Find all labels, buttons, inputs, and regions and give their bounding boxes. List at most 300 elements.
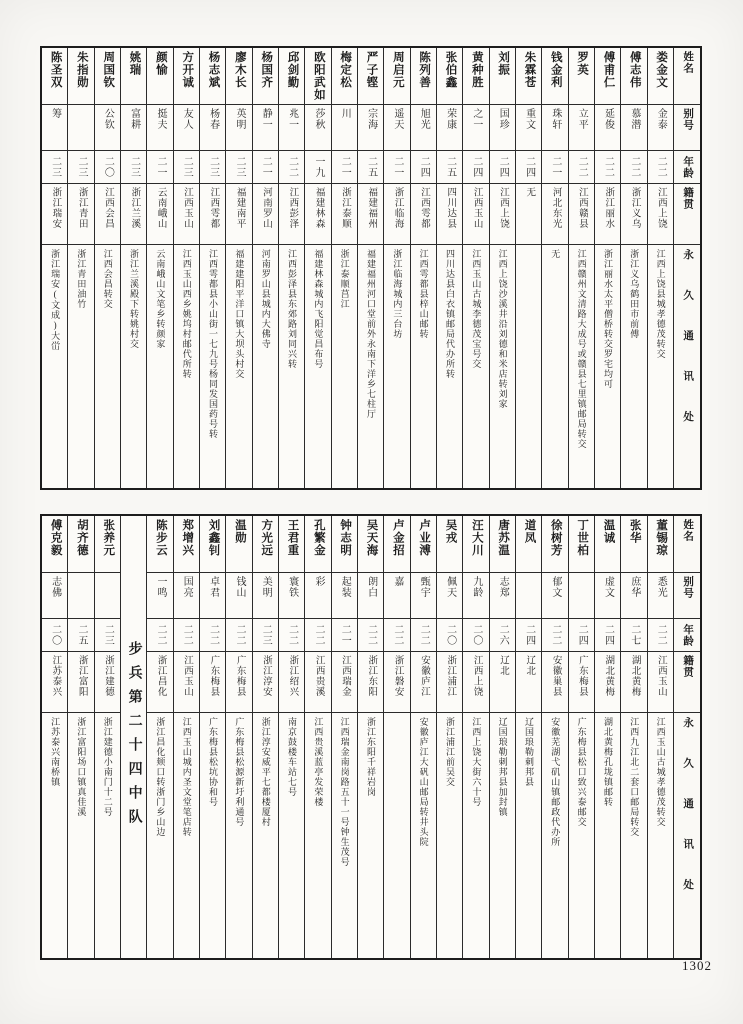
person-name: 梅定松 — [339, 51, 352, 89]
person-address-cell — [95, 713, 120, 958]
person-name: 孔繁金 — [312, 519, 325, 557]
person-alias: 悉光 — [655, 576, 667, 598]
person-address-cell — [332, 713, 357, 958]
person-name-cell — [253, 48, 278, 105]
person-address-cell — [384, 713, 409, 958]
person-age-cell — [305, 619, 330, 652]
person-column — [174, 48, 200, 488]
person-origin: 浙江浦江 — [445, 655, 456, 697]
person-origin: 湖北黄梅 — [603, 655, 614, 697]
person-name-cell — [279, 516, 304, 573]
person-origin: 江西贵溪 — [313, 655, 324, 697]
person-address: 江西瑞金南岗路五十一号钟生茂号 — [339, 717, 350, 867]
person-age: 二二 — [549, 624, 561, 646]
person-origin: 浙江淳安 — [260, 655, 271, 697]
person-alias: 国亮 — [181, 576, 193, 598]
person-address-cell — [358, 713, 383, 958]
person-alias-cell — [42, 573, 67, 619]
person-origin-cell — [226, 652, 251, 713]
person-age-cell — [42, 151, 67, 184]
person-origin-cell — [174, 184, 199, 245]
person-name: 周国钦 — [102, 51, 115, 89]
person-name: 刘鑫钊 — [207, 519, 220, 557]
person-address: 安徽芜湖弋矶山镇邮政代办所 — [550, 717, 561, 847]
person-name-cell — [542, 516, 567, 573]
person-alias: 起装 — [339, 576, 351, 598]
person-age-cell — [516, 151, 541, 184]
person-name-cell — [200, 48, 225, 105]
person-origin: 江西上饶 — [655, 187, 666, 229]
person-alias-cell — [542, 573, 567, 619]
person-column — [358, 48, 384, 488]
person-name-cell — [68, 48, 93, 105]
person-alias: 九龄 — [470, 576, 482, 598]
header-address-cell — [674, 713, 700, 958]
person-alias-cell — [147, 573, 172, 619]
person-address-cell — [358, 245, 383, 488]
person-age: 二四 — [418, 156, 430, 178]
person-name-cell — [490, 48, 515, 105]
person-address-cell — [174, 245, 199, 488]
person-name-cell — [648, 516, 673, 573]
person-column — [42, 516, 68, 958]
person-alias: 嘉 — [391, 576, 403, 587]
person-alias: 卓君 — [207, 576, 219, 598]
person-age: 二四 — [470, 156, 482, 178]
person-age-cell — [648, 619, 673, 652]
header-origin-cell — [674, 652, 700, 713]
person-alias-cell — [490, 573, 515, 619]
person-name: 唐苏温 — [497, 519, 510, 557]
person-alias: 英明 — [233, 108, 245, 130]
person-origin: 辽北 — [524, 655, 535, 676]
person-origin: 云南峨山 — [155, 187, 166, 229]
person-alias: 佩天 — [444, 576, 456, 598]
person-name: 温勋 — [233, 519, 246, 544]
person-origin-cell — [68, 652, 93, 713]
person-origin-cell — [384, 184, 409, 245]
person-origin-cell — [174, 652, 199, 713]
person-origin: 安徽庐江 — [418, 655, 429, 697]
person-age: 二三 — [102, 624, 114, 646]
person-column — [411, 516, 437, 958]
person-address-cell — [648, 713, 673, 958]
person-origin: 河北东光 — [550, 187, 561, 229]
person-name: 吴天海 — [365, 519, 378, 557]
person-address: 福建福州河口堂前外永南下洋乡七柱厅 — [366, 249, 376, 419]
person-alias-cell — [569, 573, 594, 619]
person-name: 汪大川 — [470, 519, 483, 557]
person-age-cell — [95, 151, 120, 184]
person-address: 浙江义乌鹤田市前傅 — [629, 249, 640, 339]
person-name: 刘振 — [497, 51, 510, 76]
person-name: 邱剑勤 — [286, 51, 299, 89]
person-address: 江西上饶沙溪井沿刘德和米店转刘家 — [497, 249, 508, 409]
person-origin: 四川达县 — [445, 187, 456, 229]
person-address: 浙江丽水太平僧桥转交罗宅均可 — [602, 249, 613, 389]
person-origin: 江西雩都 — [418, 187, 429, 229]
person-alias: 志佛 — [49, 576, 61, 598]
person-origin: 浙江义乌 — [629, 187, 640, 229]
person-address: 浙江临海城内三台坊 — [392, 249, 403, 339]
person-column — [516, 516, 542, 958]
person-origin-cell — [305, 652, 330, 713]
person-alias: 川 — [339, 108, 351, 119]
person-age-cell — [411, 619, 436, 652]
person-address: 河南罗山县城内大佛寺 — [260, 249, 271, 349]
person-alias-cell — [411, 573, 436, 619]
person-address-cell — [569, 245, 594, 488]
person-column — [411, 48, 437, 488]
person-alias-cell — [226, 105, 251, 151]
person-column — [279, 48, 305, 488]
person-alias: 遥天 — [391, 108, 403, 130]
person-alias-cell — [621, 105, 646, 151]
person-address: 南京鼓楼车站七号 — [287, 717, 298, 797]
person-address-cell — [621, 245, 646, 488]
person-column — [200, 516, 226, 958]
person-origin: 江西玉山 — [182, 655, 192, 697]
person-column — [542, 48, 568, 488]
roster-table-top — [40, 46, 702, 490]
person-address-cell — [121, 245, 146, 488]
person-address: 江苏泰兴南桥镇 — [50, 717, 61, 787]
person-origin: 江西上饶 — [471, 655, 482, 697]
person-age: 二五 — [75, 624, 87, 646]
person-name-cell — [332, 516, 357, 573]
person-address: 辽国琅勒刺邦县 — [523, 717, 534, 787]
person-origin-cell — [279, 652, 304, 713]
person-alias-cell — [147, 105, 172, 151]
person-alias: 宗海 — [365, 108, 377, 130]
person-name-cell — [595, 48, 620, 105]
person-alias: 立平 — [576, 108, 588, 130]
person-name-cell — [648, 48, 673, 105]
person-origin: 江西玉山 — [471, 187, 482, 229]
person-name: 傅志伟 — [628, 51, 641, 89]
person-name: 钟志明 — [339, 519, 352, 557]
person-address-cell — [595, 245, 620, 488]
person-address-cell — [305, 245, 330, 488]
person-name-cell — [226, 48, 251, 105]
person-name-cell — [542, 48, 567, 105]
person-address-cell — [174, 713, 199, 958]
person-origin-cell — [121, 184, 146, 245]
person-origin: 安徽巢县 — [550, 655, 561, 697]
person-address: 辽国琅勒刺邦县加封镇 — [497, 717, 508, 817]
header-name-label: 姓名 — [682, 519, 694, 542]
person-age-cell — [279, 151, 304, 184]
person-alias: 金泰 — [655, 108, 667, 130]
person-alias: 甄宇 — [418, 576, 430, 598]
person-column — [648, 48, 674, 488]
person-alias-cell — [279, 105, 304, 151]
person-column — [437, 48, 463, 488]
person-name-cell — [569, 48, 594, 105]
person-alias-cell — [437, 105, 462, 151]
person-column — [542, 516, 568, 958]
person-address-cell — [411, 245, 436, 488]
person-origin-cell — [463, 652, 488, 713]
person-name-cell — [437, 516, 462, 573]
person-origin: 福建南平 — [234, 187, 245, 229]
person-address-cell — [621, 713, 646, 958]
person-column — [305, 516, 331, 958]
header-address-cell — [674, 245, 700, 488]
person-name-cell — [174, 516, 199, 573]
person-alias: 朗白 — [365, 576, 377, 598]
person-name-cell — [595, 516, 620, 573]
person-address: 广东梅县松口致兴泰邮交 — [576, 717, 587, 827]
person-origin: 广东梅县 — [234, 655, 245, 697]
header-alias-label: 别号 — [682, 108, 694, 131]
person-age-cell — [121, 151, 146, 184]
person-name-cell — [253, 516, 278, 573]
person-age: 二二 — [207, 624, 219, 646]
person-alias: 慕潜 — [628, 108, 640, 130]
person-age: 二二 — [233, 624, 245, 646]
person-origin-cell — [226, 184, 251, 245]
person-alias: 郁文 — [549, 576, 561, 598]
person-address-cell — [305, 713, 330, 958]
person-address: 浙江建德小南门十二号 — [102, 717, 113, 817]
header-origin-label: 籍贯 — [682, 655, 694, 678]
person-age-cell — [463, 619, 488, 652]
person-age: 一九 — [312, 156, 324, 178]
person-address-cell — [384, 245, 409, 488]
person-column — [648, 516, 674, 958]
person-origin: 江西赣县 — [576, 187, 587, 229]
person-column — [95, 516, 121, 958]
person-age: 二二 — [286, 624, 298, 646]
person-name-cell — [95, 48, 120, 105]
person-alias-cell — [621, 573, 646, 619]
person-alias-cell — [95, 105, 120, 151]
person-origin-cell — [42, 652, 67, 713]
person-column — [279, 516, 305, 958]
person-alias-cell — [463, 573, 488, 619]
person-age: 二四 — [576, 624, 588, 646]
header-age-label: 年龄 — [682, 623, 694, 647]
person-name-cell — [358, 516, 383, 573]
person-alias-cell — [595, 105, 620, 151]
person-name-cell — [384, 516, 409, 573]
person-alias: 荣康 — [444, 108, 456, 130]
person-column — [42, 48, 68, 488]
person-name: 罗英 — [576, 51, 589, 76]
person-origin-cell — [595, 652, 620, 713]
person-age: 二一 — [260, 156, 272, 178]
header-name-cell — [674, 48, 700, 105]
person-alias: 杨春 — [207, 108, 219, 130]
person-origin-cell — [411, 184, 436, 245]
person-age: 二三 — [207, 156, 219, 178]
person-origin-cell — [463, 184, 488, 245]
person-address-cell — [253, 245, 278, 488]
person-age-cell — [569, 619, 594, 652]
person-address-cell — [490, 245, 515, 488]
person-address-cell — [200, 245, 225, 488]
person-origin: 浙江泰顺 — [339, 187, 350, 229]
person-address-cell — [516, 245, 541, 488]
person-column — [147, 516, 173, 958]
person-name-cell — [305, 516, 330, 573]
person-name: 严子铿 — [365, 51, 378, 89]
person-origin: 浙江兰溪 — [129, 187, 140, 229]
person-name-cell — [332, 48, 357, 105]
person-alias-cell — [490, 105, 515, 151]
person-age: 二一 — [339, 624, 351, 646]
unit-designation-label: 步兵第二十四中队 — [126, 641, 142, 833]
person-age: 二一 — [391, 156, 403, 178]
person-name: 张养元 — [102, 519, 115, 557]
person-origin: 江西雩都 — [208, 187, 219, 229]
person-name: 王君重 — [286, 519, 299, 557]
person-origin-cell — [621, 652, 646, 713]
person-origin-cell — [437, 652, 462, 713]
person-age: 二二 — [628, 156, 640, 178]
person-alias: 之一 — [470, 108, 482, 130]
person-origin: 浙江昌化 — [155, 655, 166, 697]
person-origin-cell — [648, 184, 673, 245]
person-alias-cell — [68, 573, 93, 619]
person-alias-cell — [305, 573, 330, 619]
person-alias-cell — [253, 105, 278, 151]
person-age: 二四 — [602, 624, 614, 646]
person-address-cell — [226, 245, 251, 488]
person-age-cell — [174, 151, 199, 184]
person-origin-cell — [411, 652, 436, 713]
person-alias: 寰铁 — [286, 576, 298, 598]
person-name-cell — [384, 48, 409, 105]
person-age-cell — [384, 151, 409, 184]
person-name: 徐树芳 — [549, 519, 562, 557]
person-name: 傅甫仁 — [602, 51, 615, 89]
person-origin-cell — [332, 652, 357, 713]
person-age: 二四 — [523, 624, 535, 646]
person-address-cell — [437, 245, 462, 488]
person-age-cell — [621, 619, 646, 652]
person-origin-cell — [648, 652, 673, 713]
person-age-cell — [358, 619, 383, 652]
person-origin: 辽北 — [497, 655, 508, 676]
person-origin: 浙江临海 — [392, 187, 403, 229]
person-column — [595, 48, 621, 488]
person-alias-cell — [121, 105, 146, 151]
person-address-cell — [200, 713, 225, 958]
person-alias: 珠轩 — [549, 108, 561, 130]
person-name-cell — [411, 516, 436, 573]
person-name-cell — [95, 516, 120, 573]
person-alias-cell — [200, 573, 225, 619]
header-address-label: 永久通讯处 — [682, 249, 694, 452]
person-name: 卢金招 — [391, 519, 404, 557]
person-age: 二二 — [391, 624, 403, 646]
header-age-cell — [674, 619, 700, 652]
person-origin: 浙江丽水 — [603, 187, 614, 229]
person-origin: 江西玉山 — [655, 655, 666, 697]
header-name-cell — [674, 516, 700, 573]
person-age: 二一 — [154, 156, 166, 178]
person-origin-cell — [595, 184, 620, 245]
person-name: 周启元 — [391, 51, 404, 89]
person-age-cell — [147, 151, 172, 184]
person-origin-cell — [516, 184, 541, 245]
person-address-cell — [463, 713, 488, 958]
person-origin-cell — [621, 184, 646, 245]
person-name: 吴戎 — [444, 519, 457, 544]
person-address: 浙江昌化颊口转浙门乡山边 — [155, 717, 166, 837]
person-address-cell — [463, 245, 488, 488]
person-name: 杨志斌 — [207, 51, 220, 89]
person-origin-cell — [95, 652, 120, 713]
person-alias: 莎秋 — [312, 108, 324, 130]
person-age: 二六 — [497, 624, 509, 646]
person-age: 二三 — [233, 156, 245, 178]
person-name: 丁世柏 — [576, 519, 589, 557]
person-alias-cell — [332, 105, 357, 151]
person-origin-cell — [68, 184, 93, 245]
person-alias: 公钦 — [102, 108, 114, 130]
person-age: 二〇 — [102, 156, 114, 178]
person-origin: 江西玉山 — [182, 187, 192, 229]
roster-table-bottom — [40, 514, 702, 960]
person-origin-cell — [384, 652, 409, 713]
person-address: 广东梅县松坑协和号 — [208, 717, 219, 807]
person-age: 二二 — [286, 156, 298, 178]
person-address: 浙江浦江前吴交 — [444, 717, 455, 787]
person-name-cell — [621, 48, 646, 105]
person-age: 二〇 — [444, 624, 456, 646]
person-name: 钱金利 — [549, 51, 562, 89]
person-address: 浙江兰溪殿下转姚村交 — [129, 249, 140, 349]
person-name-cell — [174, 48, 199, 105]
person-address: 江西九江北二套口邮局转交 — [629, 717, 640, 837]
person-age: 二七 — [628, 624, 640, 646]
person-address-cell — [68, 713, 93, 958]
person-alias-cell — [358, 105, 383, 151]
person-age: 二五 — [444, 156, 456, 178]
person-origin: 浙江青田 — [76, 187, 87, 229]
person-age: 二三 — [260, 624, 272, 646]
person-origin-cell — [358, 652, 383, 713]
person-alias-cell — [68, 105, 93, 151]
table-header-column-top — [674, 48, 700, 488]
person-origin-cell — [516, 652, 541, 713]
person-alias-cell — [384, 105, 409, 151]
person-address-cell — [42, 713, 67, 958]
person-origin-cell — [490, 652, 515, 713]
person-alias-cell — [648, 573, 673, 619]
person-column — [68, 48, 94, 488]
person-origin-cell — [569, 652, 594, 713]
person-age-cell — [253, 151, 278, 184]
person-address: 浙江富阳场口镇真佳溪 — [76, 717, 87, 817]
person-address: 福建林森城内飞阳觉昌布号 — [313, 249, 324, 369]
person-alias: 静一 — [260, 108, 272, 130]
person-age-cell — [595, 619, 620, 652]
person-age: 二二 — [181, 624, 193, 646]
person-column — [463, 516, 489, 958]
person-name: 朱霖苍 — [523, 51, 536, 89]
person-alias-cell — [542, 105, 567, 151]
person-name: 陈列善 — [418, 51, 431, 89]
person-origin-cell — [95, 184, 120, 245]
person-age-cell — [490, 619, 515, 652]
person-age: 二三 — [75, 156, 87, 178]
person-column — [95, 48, 121, 488]
person-age: 二二 — [312, 624, 324, 646]
